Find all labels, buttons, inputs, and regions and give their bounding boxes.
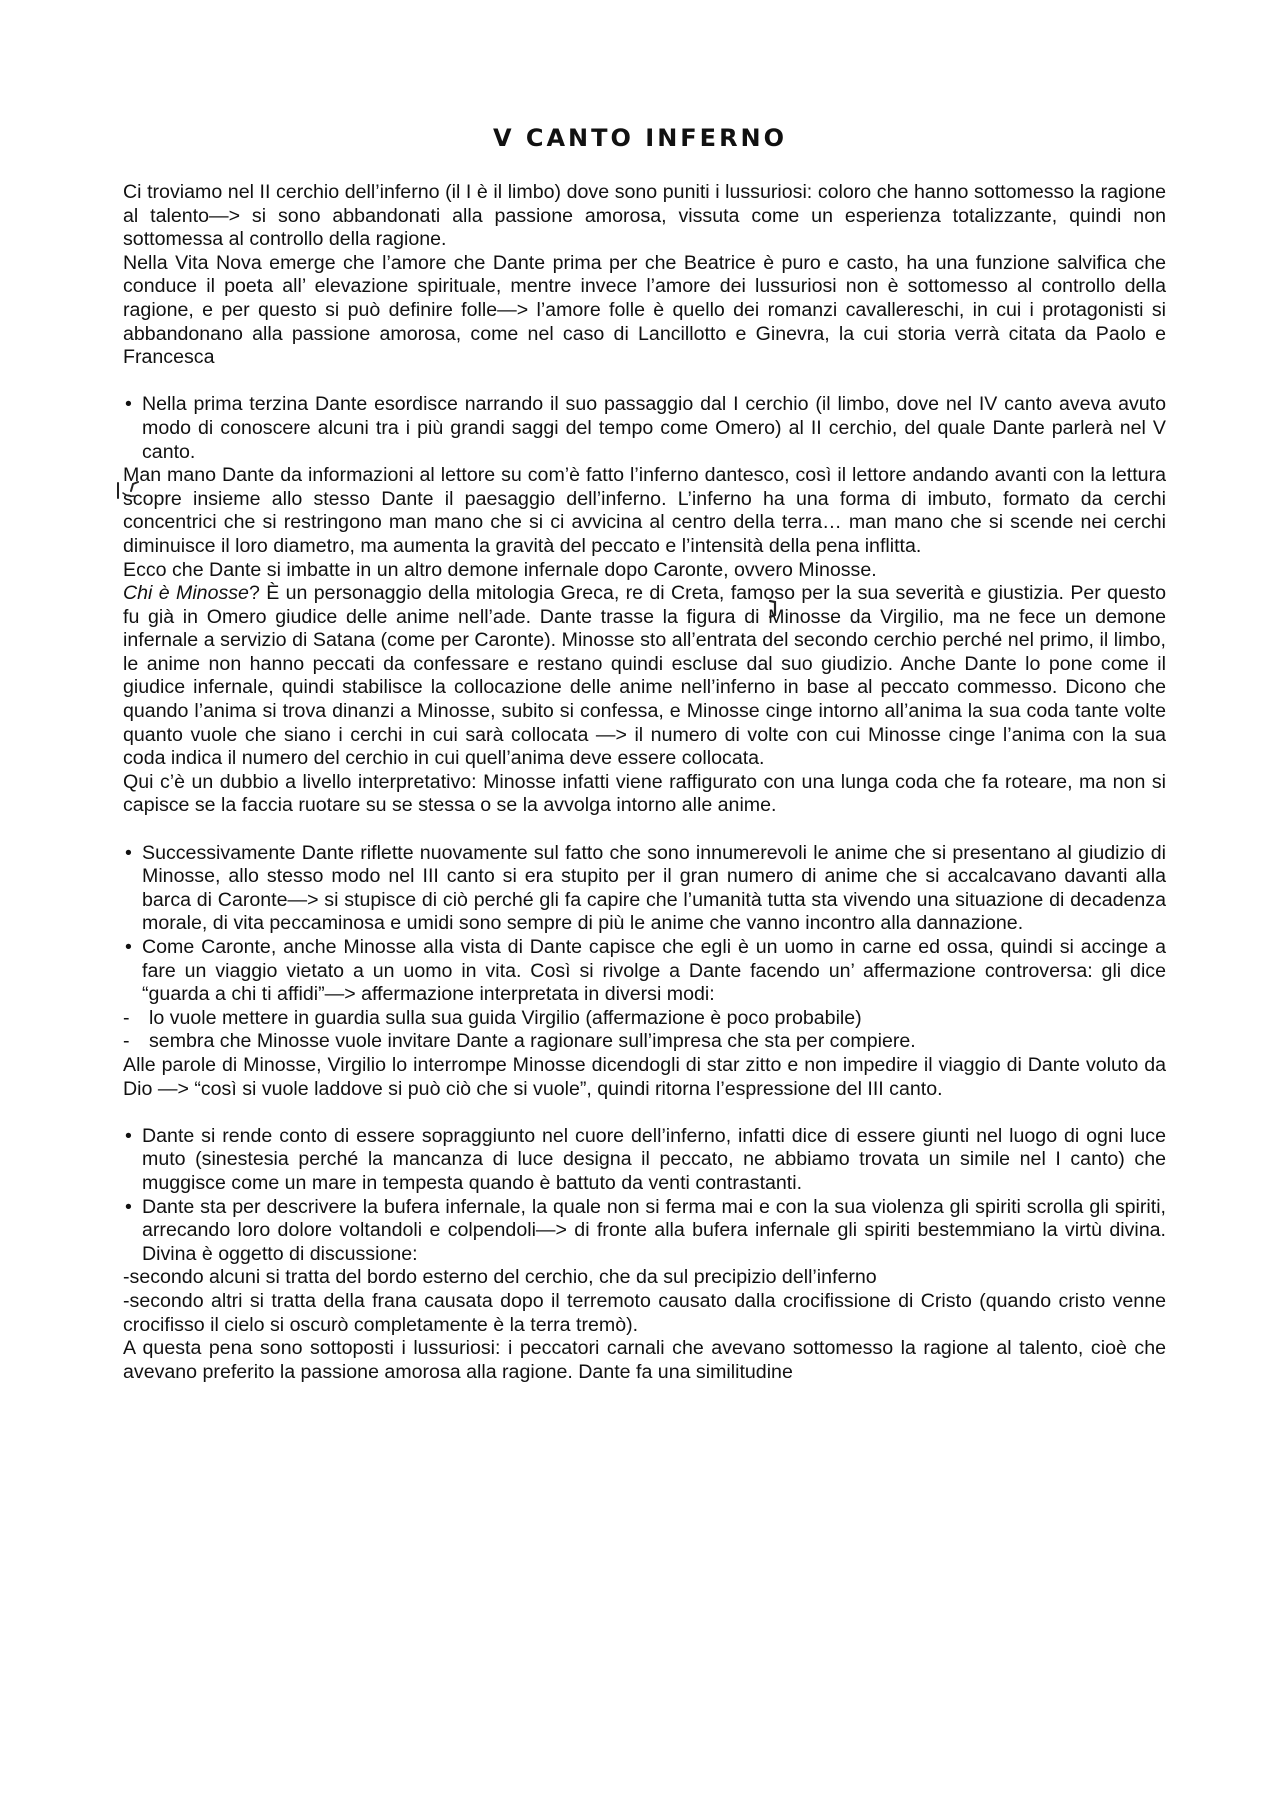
dash-marker: - xyxy=(123,1030,130,1053)
spacer xyxy=(123,818,1166,842)
document-body xyxy=(123,181,1166,1384)
paragraph-virgilio: Alle parole di Minosse, Virgilio lo interrompe Minosse dicendogli di star zitto e non impedire il viaggio di Dante voluto da Dio —> “così si vuole laddove si può ciò che si vuole”, quindi ritorna l’espressione del III canto. xyxy=(123,1053,1166,1100)
dash-item xyxy=(123,1007,1166,1031)
page-title: V CANTO INFERNO xyxy=(492,124,788,152)
spacer xyxy=(123,370,1166,394)
bullet-text: Come Caronte, anche Minosse alla vista di Dante capisce che egli è un uomo in carne ed ossa, quindi si accinge a fare un viaggio vietato a un uomo in vita. Così si rivolge a Dante facendo un’ affermazione controversa: gli dice “guarda a chi ti affidi”—> affermazione interpretata in diversi modi: xyxy=(142,936,1166,1006)
bullet-marker: • xyxy=(125,936,132,958)
bullet-text: Dante sta per descrivere la bufera infernale, la quale non si ferma mai e con la sua violenza gli spiriti scrolla gli spiriti, arrecando loro dolore voltandoli e colpendoli—> di fronte alla bufera infernale gli spiriti bestemmiano la virtù divina. Divina è oggetto di discussione: xyxy=(142,1195,1166,1265)
bullet-text: Successivamente Dante riflette nuovamente sul fatto che sono innumerevoli le anime che si presentano al giudizio di Minosse, allo stesso modo nel III canto si era stupito per il gran numero di anime che si accalcavano davanti alla barca di Caronte—> si stupisce di ciò perché gli fa capire che l’umanità tutta sta vivendo una situazione di decadenza morale, di vita peccaminosa e umidi sono sempre di più le anime che vanno incontro alla dannazione. xyxy=(142,841,1166,935)
bullet-item xyxy=(123,1196,1166,1267)
bullet-marker: • xyxy=(125,1195,132,1218)
italic-question: Chi è Minosse xyxy=(123,582,249,605)
dash-text: lo vuole mettere in guardia sulla sua guida Virgilio (affermazione è poco probabile) xyxy=(149,1006,862,1029)
bullet-marker: • xyxy=(125,393,132,416)
bullet-text: Dante si rende conto di essere sopraggiunto nel cuore dell’inferno, infatti dice di essere giunti nel luogo di ogni luce muto (sinestesia perché la mancanza di luce designa il peccato, ne abbiamo trovata un simile nel I canto) che muggisce come un mare in tempesta quando è battuto da venti contrastanti. xyxy=(142,1124,1166,1194)
line-secondo-alcuni: -secondo alcuni si tratta del bordo esterno del cerchio, che da sul precipizio dell’inferno xyxy=(123,1266,877,1289)
bullet-item xyxy=(123,936,1166,1007)
bullet-marker: • xyxy=(125,1124,132,1147)
dash-text: sembra che Minosse vuole invitare Dante a ragionare sull’impresa che sta per compiere. xyxy=(149,1030,916,1053)
line-secondo-altri: -secondo altri si tratta della frana causata dopo il terremoto causato dalla crocifissione di Cristo (quando cristo venne crocifisso il cielo si oscurò completamente è la terra tremò). xyxy=(123,1289,1166,1336)
intro-paragraph-2: Nella Vita Nova emerge che l’amore che Dante prima per che Beatrice è puro e casto, ha una funzione salvifica che conduce il poeta all’ elevazione spirituale, mentre invece l’amore dei lussuriosi non è sottomesso al controllo della ragione, e per questo si può definire folle—> l’amore folle è quello dei romanzi cavallereschi, in cui i protagonisti si abbandonano alla passione amorosa, come nel caso di Lancillotto e Ginevra, la cui storia verrà citata da Paolo e Francesca xyxy=(123,251,1166,369)
paragraph-text: ? È un personaggio della mitologia Greca, re di Creta, famoso per la sua severità e giustizia. Per questo fu già in Omero giudice delle anime nell’ade. Dante trasse la figura di Minosse da Virgilio, ma ne fece un demone infernale a servizio di Satana (come per Caronte). Minosse sto all’entrata del secondo cerchio perché nel primo, il limbo, le anime non hanno peccati da confessare e restano quindi escluse dal suo giudizio. Anche Dante lo pone come il giudice infernale, quindi stabilisce la collocazione delle anime nell’inferno in base al peccato commesso. Dicono che quando l’anima si trova dinanzi a Minosse, subito si confessa, e Minosse cinge intorno all’anima la sua coda tante volte quanto vuole che siano i cerchi in cui sarà collocata —> il numero di volte con cui Minosse cinge l’anima con la sua coda indica il numero del cerchio in cui quell’anima deve essere collocata. xyxy=(123,582,1166,770)
paragraph-lussuriosi: A questa pena sono sottoposti i lussuriosi: i peccatori carnali che avevano sottomesso la ragione al talento, cioè che avevano preferito la passione amorosa alla ragione. Dante fa una similitudine xyxy=(123,1337,1166,1383)
paragraph-inferno-shape: Man mano Dante da informazioni al lettore su com’è fatto l’inferno dantesco, così il lettore andando avanti con la lettura scopre insieme allo stesso Dante il paesaggio dell’inferno. L’inferno ha una forma di imbuto, formato da cerchi concentrici che si restringono man mano che si ci avvicina al centro della terra… man mano che si scende nei cerchi diminuisce il loro diametro, ma aumenta la gravità del peccato e l’intensità della pena inflitta. xyxy=(123,464,1166,557)
spacer xyxy=(123,1101,1166,1125)
dash-item xyxy=(123,1030,1166,1054)
dash-marker: - xyxy=(123,1006,130,1029)
bullet-item xyxy=(123,842,1166,936)
bullet-item xyxy=(123,393,1166,464)
paragraph-chi-e-minosse xyxy=(123,582,1166,771)
paragraph-minosse-intro: Ecco che Dante si imbatte in un altro demone infernale dopo Caronte, ovvero Minosse. xyxy=(123,558,877,581)
bullet-item xyxy=(123,1125,1166,1196)
paragraph-interpretation: Qui c’è un dubbio a livello interpretativo: Minosse infatti viene raffigurato con una lunga coda che fa roteare, ma non si capisce se la faccia ruotare su se stessa o se la avvolga intorno alle anime. xyxy=(123,770,1166,817)
intro-paragraph-1: Ci troviamo nel II cerchio dell’inferno (il I è il limbo) dove sono puniti i lussuriosi: coloro che hanno sottomesso la ragione al talento—> si sono abbandonati alla passione amorosa, vissuta come un esperienza totalizzante, quindi non sottomessa al controllo della ragione. xyxy=(123,181,1166,251)
bullet-marker: • xyxy=(125,841,132,864)
bullet-text: Nella prima terzina Dante esordisce narrando il suo passaggio dal I cerchio (il limbo, dove nel IV canto aveva avuto modo di conoscere alcuni tra i più grandi saggi del tempo come Omero) al II cerchio, del quale Dante parlerà nel V canto. xyxy=(142,393,1166,463)
